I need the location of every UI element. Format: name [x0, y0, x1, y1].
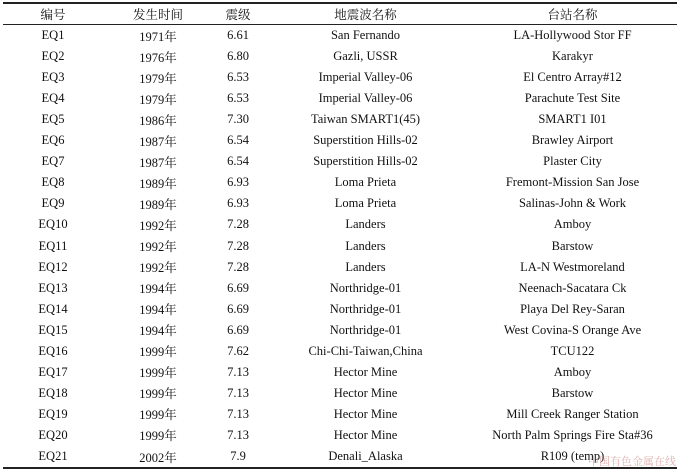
table-row	[3, 236, 677, 257]
cell-magnitude: 7.13	[227, 385, 249, 400]
cell-id: EQ1	[41, 28, 65, 42]
cell-magnitude: 6.53	[227, 70, 249, 85]
header-row	[3, 3, 677, 24]
cell-id: EQ7	[41, 154, 65, 169]
cell-time: 1994年	[139, 303, 177, 318]
table-row	[3, 404, 677, 425]
cell-station-name: Barstow	[551, 385, 594, 400]
cell-id: EQ17	[38, 364, 68, 379]
cell-magnitude: 6.54	[227, 133, 249, 148]
table-row	[3, 362, 677, 383]
cell-wave-name: Superstition Hills-02	[313, 133, 418, 148]
header-magnitude: 震级	[225, 6, 251, 22]
cell-station-name: Plaster City	[543, 154, 602, 169]
cell-station-name: TCU122	[550, 343, 595, 358]
cell-wave-name: Loma Prieta	[334, 196, 397, 211]
cell-station-name: West Covina-S Orange Ave	[503, 322, 642, 337]
cell-wave-name: Landers	[345, 238, 386, 253]
table-row	[3, 299, 677, 320]
cell-id: EQ20	[38, 427, 68, 442]
cell-station-name: Neenach-Sacatara Ck	[518, 280, 627, 295]
table-row	[3, 151, 677, 172]
cell-time: 1989年	[139, 176, 177, 191]
table-row	[3, 257, 677, 278]
cell-station-name: Amboy	[553, 364, 592, 379]
cell-station-name: Mill Creek Ranger Station	[506, 406, 639, 421]
table-row	[3, 320, 677, 341]
cell-magnitude: 6.69	[227, 280, 249, 295]
cell-time: 1992年	[139, 218, 177, 233]
table-row	[3, 446, 677, 467]
cell-id: EQ13	[38, 280, 68, 295]
cell-magnitude: 7.9	[230, 449, 246, 463]
cell-magnitude: 7.28	[227, 217, 249, 232]
cell-station-name: SMART1 I01	[538, 112, 607, 127]
cell-magnitude: 6.69	[227, 301, 249, 316]
cell-station-name: Salinas-John & Work	[518, 196, 627, 211]
cell-station-name: El Centro Array#12	[523, 70, 622, 85]
cell-wave-name: Northridge-01	[329, 322, 402, 337]
table-row	[3, 193, 677, 214]
cell-magnitude: 7.28	[227, 259, 249, 274]
cell-wave-name: Taiwan SMART1(45)	[310, 112, 421, 127]
table-row	[3, 278, 677, 299]
cell-time: 1994年	[139, 324, 177, 339]
cell-station-name: Brawley Airport	[531, 133, 614, 148]
cell-id: EQ21	[38, 449, 68, 463]
cell-time: 1979年	[139, 92, 177, 107]
cell-wave-name: Landers	[345, 259, 386, 274]
table-row	[3, 67, 677, 88]
watermark-text: 中国有色金属在线	[588, 455, 676, 468]
cell-time: 1999年	[139, 387, 177, 402]
cell-id: EQ12	[38, 259, 68, 274]
cell-station-name: LA-N Westmoreland	[520, 259, 625, 274]
cell-id: EQ19	[38, 406, 68, 421]
cell-wave-name: Imperial Valley-06	[318, 70, 413, 85]
table-row	[3, 109, 677, 130]
cell-wave-name: San Fernando	[330, 28, 401, 42]
cell-time: 1987年	[139, 134, 177, 149]
cell-station-name: North Palm Springs Fire Sta#36	[492, 427, 653, 442]
cell-wave-name: Landers	[345, 217, 386, 232]
table-row	[3, 214, 677, 235]
cell-magnitude: 6.54	[227, 154, 249, 169]
cell-station-name: Karakyr	[552, 49, 593, 64]
cell-magnitude: 7.62	[227, 343, 249, 358]
cell-wave-name: Hector Mine	[333, 406, 398, 421]
cell-station-name: Playa Del Rey-Saran	[520, 301, 625, 316]
cell-station-name: Amboy	[553, 217, 592, 232]
cell-time: 1987年	[139, 155, 177, 170]
table-row	[3, 172, 677, 193]
cell-id: EQ11	[38, 238, 68, 253]
table-row	[3, 341, 677, 362]
cell-wave-name: Hector Mine	[333, 385, 398, 400]
cell-time: 1976年	[139, 50, 177, 65]
cell-time: 1989年	[139, 197, 177, 212]
cell-wave-name: Imperial Valley-06	[318, 91, 413, 106]
cell-magnitude: 7.13	[227, 364, 249, 379]
table-row	[3, 425, 677, 446]
cell-time: 1979年	[139, 71, 177, 86]
cell-time: 1992年	[139, 261, 177, 276]
cell-time: 1992年	[139, 240, 177, 254]
cell-id: EQ2	[41, 49, 65, 64]
cell-wave-name: Loma Prieta	[334, 175, 397, 190]
cell-wave-name: Gazli, USSR	[333, 49, 398, 64]
cell-id: EQ18	[38, 385, 68, 400]
cell-time: 1999年	[139, 345, 177, 360]
table-row	[3, 88, 677, 109]
cell-station-name: Fremont-Mission San Jose	[505, 175, 640, 190]
header-time: 发生时间	[132, 6, 183, 22]
cell-magnitude: 7.13	[227, 406, 249, 421]
cell-wave-name: Hector Mine	[333, 427, 398, 442]
cell-time: 1971年	[139, 29, 177, 44]
cell-magnitude: 6.80	[227, 49, 249, 64]
cell-magnitude: 7.30	[227, 112, 249, 127]
table-row	[3, 130, 677, 151]
cell-id: EQ4	[41, 91, 65, 106]
cell-magnitude: 6.69	[227, 322, 249, 337]
cell-station-name: Barstow	[551, 238, 594, 253]
cell-id: EQ3	[41, 70, 65, 85]
cell-magnitude: 6.93	[227, 196, 249, 211]
cell-time: 2002年	[139, 450, 177, 465]
cell-magnitude: 6.61	[227, 28, 249, 42]
cell-wave-name: Chi-Chi-Taiwan,China	[308, 343, 423, 358]
table-row	[3, 25, 677, 46]
cell-magnitude: 6.93	[227, 175, 249, 190]
cell-wave-name: Superstition Hills-02	[313, 154, 418, 169]
cell-magnitude: 7.13	[227, 427, 249, 442]
cell-id: EQ6	[41, 133, 65, 148]
cell-wave-name: Denali_Alaska	[328, 449, 403, 463]
cell-id: EQ9	[41, 196, 65, 211]
cell-time: 1999年	[139, 366, 177, 381]
cell-time: 1999年	[139, 429, 177, 444]
header-station-name: 台站名称	[547, 6, 598, 22]
cell-time: 1986年	[139, 113, 177, 128]
cell-station-name: Parachute Test Site	[524, 91, 621, 106]
cell-wave-name: Hector Mine	[333, 364, 398, 379]
table-row	[3, 46, 677, 67]
cell-time: 1994年	[139, 282, 177, 297]
bottom-rule	[3, 467, 677, 469]
cell-magnitude: 6.53	[227, 91, 249, 106]
header-wave-name: 地震波名称	[334, 6, 397, 22]
table-row	[3, 383, 677, 404]
cell-id: EQ5	[41, 112, 65, 127]
cell-id: EQ14	[38, 301, 68, 316]
cell-time: 1999年	[139, 408, 177, 423]
cell-id: EQ10	[38, 217, 68, 232]
cell-wave-name: Northridge-01	[329, 301, 402, 316]
cell-station-name: R109 (temp)	[540, 449, 605, 463]
cell-station-name: LA-Hollywood Stor FF	[513, 28, 632, 42]
cell-id: EQ8	[41, 175, 65, 190]
header-id: 编号	[40, 6, 66, 22]
cell-magnitude: 7.28	[227, 238, 249, 253]
cell-id: EQ15	[38, 322, 68, 337]
cell-wave-name: Northridge-01	[329, 280, 402, 295]
cell-id: EQ16	[38, 343, 68, 358]
